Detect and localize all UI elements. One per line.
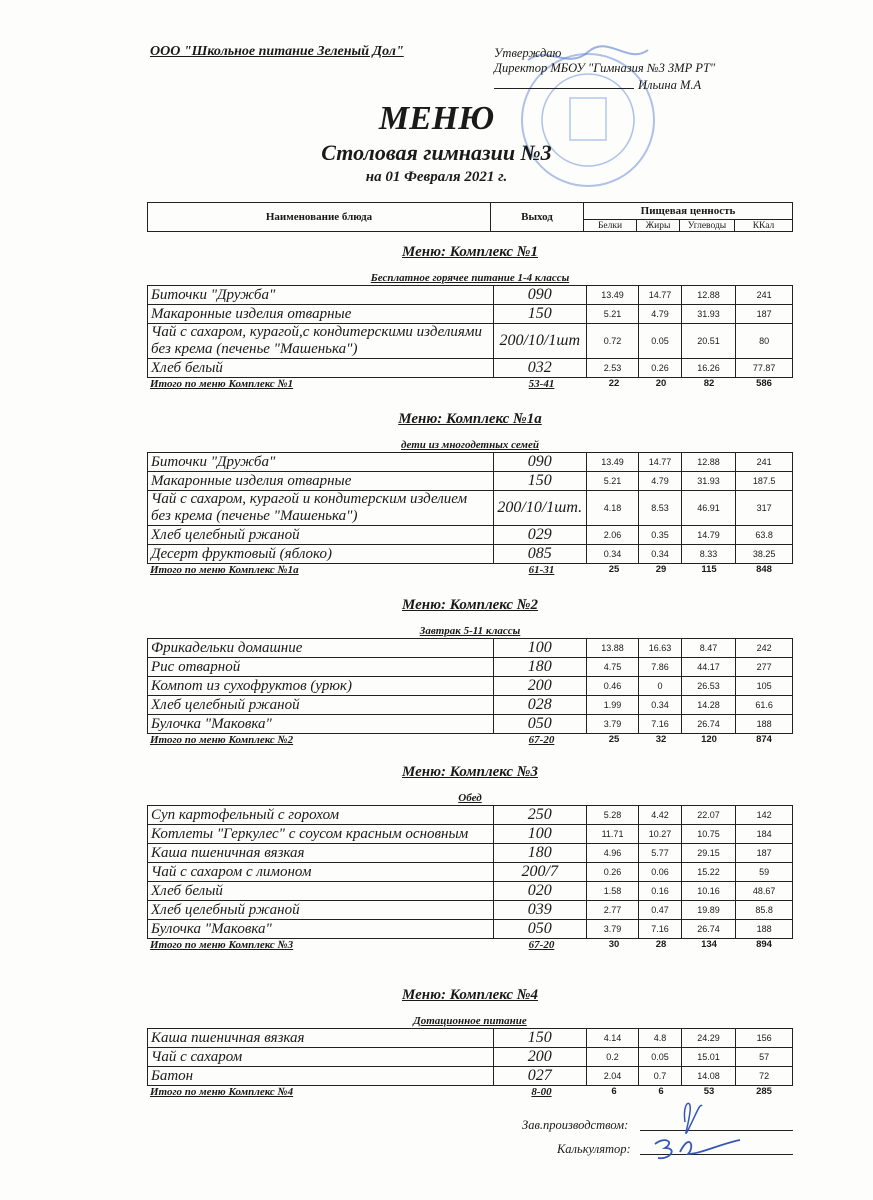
table-row [148, 526, 793, 545]
section-heading: Меню: Комплекс №3 [402, 764, 538, 780]
approval-position: Директор МБОУ "Гимназия №3 ЗМР РТ" [494, 61, 716, 75]
dish-name: Хлеб целебный ржаной [148, 901, 494, 920]
dishes-table [147, 1028, 793, 1086]
dish-name: Булочка "Маковка" [148, 715, 494, 734]
section-subtitle: Завтрак 5-11 классы [419, 625, 521, 637]
dish-output: 050 [493, 715, 586, 734]
section-total [147, 564, 793, 580]
dish-output: 085 [493, 545, 586, 564]
header-proteins: Белки [584, 220, 637, 232]
menu-section [147, 761, 793, 955]
total-proteins: 30 [608, 939, 620, 950]
dish-proteins: 13.49 [586, 286, 639, 305]
dish-fats: 7.86 [639, 658, 681, 677]
dish-name: Батон [148, 1067, 494, 1086]
section-heading: Меню: Комплекс №4 [402, 987, 538, 1003]
dish-fats: 7.16 [639, 920, 681, 939]
dish-fats: 0.34 [639, 545, 681, 564]
dish-kcal: 187.5 [736, 472, 793, 491]
dish-kcal: 187 [736, 305, 793, 324]
dish-carbs: 26.74 [681, 715, 736, 734]
dish-name: Биточки "Дружба" [148, 286, 494, 305]
dish-kcal: 187 [736, 844, 793, 863]
table-row [148, 305, 793, 324]
total-fats: 20 [655, 378, 667, 389]
dish-output: 180 [493, 658, 586, 677]
dish-kcal: 241 [736, 453, 793, 472]
dish-kcal: 72 [736, 1067, 793, 1086]
dish-name: Котлеты "Геркулес" с соусом красным основным [148, 825, 494, 844]
dish-name: Хлеб целебный ржаной [148, 696, 494, 715]
dish-kcal: 57 [736, 1048, 793, 1067]
menu-section [147, 984, 793, 1102]
page-subtitle: Столовая гимназии №3 [321, 140, 552, 165]
dish-proteins: 4.14 [586, 1029, 639, 1048]
dish-output: 250 [493, 806, 586, 825]
dish-fats: 4.79 [639, 472, 681, 491]
dish-output: 200/10/1шт. [493, 491, 586, 526]
dishes-table [147, 452, 793, 564]
dish-fats: 5.77 [639, 844, 681, 863]
table-row [148, 677, 793, 696]
dish-carbs: 16.26 [681, 359, 736, 378]
dish-output: 200 [493, 1048, 586, 1067]
total-kcal: 586 [756, 378, 772, 389]
dish-kcal: 61.6 [736, 696, 793, 715]
section-subtitle: Дотационное питание [413, 1015, 527, 1027]
dish-fats: 0 [639, 677, 681, 696]
total-label: Итого по меню Комплекс №3 [150, 939, 294, 951]
dish-proteins: 2.06 [586, 526, 639, 545]
dish-proteins: 0.26 [586, 863, 639, 882]
dish-output: 028 [493, 696, 586, 715]
table-row [148, 1048, 793, 1067]
menu-section [147, 241, 793, 394]
table-row [148, 696, 793, 715]
dish-fats: 0.05 [639, 324, 681, 359]
dish-name: Чай с сахаром, курагой и кондитерским изделием без крема (печенье "Машенька") [148, 491, 494, 526]
total-kcal: 285 [756, 1086, 772, 1097]
chief-label: Зав.производством: [522, 1118, 629, 1132]
dish-proteins: 11.71 [586, 825, 639, 844]
dish-proteins: 0.34 [586, 545, 639, 564]
dish-carbs: 26.74 [681, 920, 736, 939]
dish-proteins: 0.46 [586, 677, 639, 696]
dish-carbs: 14.08 [681, 1067, 736, 1086]
dish-carbs: 19.89 [681, 901, 736, 920]
dish-output: 090 [493, 453, 586, 472]
table-row [148, 844, 793, 863]
dish-proteins: 0.2 [586, 1048, 639, 1067]
dish-name: Булочка "Маковка" [148, 920, 494, 939]
dish-output: 039 [493, 901, 586, 920]
dish-kcal: 184 [736, 825, 793, 844]
dish-proteins: 13.49 [586, 453, 639, 472]
table-row [148, 491, 793, 526]
dish-kcal: 80 [736, 324, 793, 359]
dish-name: Каша пшеничная вязкая [148, 1029, 494, 1048]
dish-carbs: 8.33 [681, 545, 736, 564]
total-fats: 6 [658, 1086, 664, 1097]
total-carbs: 115 [701, 564, 717, 575]
section-subtitle: Бесплатное горячее питание 1-4 классы [370, 272, 570, 284]
table-row [148, 920, 793, 939]
header-nutrition: Пищевая ценность [584, 203, 793, 220]
dish-fats: 0.05 [639, 1048, 681, 1067]
table-row [148, 324, 793, 359]
dish-output: 100 [493, 639, 586, 658]
dish-kcal: 277 [736, 658, 793, 677]
dish-output: 020 [493, 882, 586, 901]
header-carbs: Углеводы [680, 220, 735, 232]
dish-carbs: 14.28 [681, 696, 736, 715]
total-proteins: 25 [608, 564, 620, 575]
dish-proteins: 2.77 [586, 901, 639, 920]
dish-name: Хлеб целебный ржаной [148, 526, 494, 545]
dish-carbs: 24.29 [681, 1029, 736, 1048]
table-row [148, 453, 793, 472]
header-output: Выход [491, 203, 584, 232]
page-title: МЕНЮ [378, 100, 495, 137]
dish-fats: 14.77 [639, 453, 681, 472]
total-price: 67-20 [528, 939, 555, 951]
total-proteins: 22 [608, 378, 620, 389]
section-heading: Меню: Комплекс №1 [402, 244, 538, 260]
total-kcal: 894 [756, 939, 772, 950]
dish-fats: 0.34 [639, 696, 681, 715]
approver-name: Ильина М.А [638, 78, 702, 92]
dish-kcal: 38.25 [736, 545, 793, 564]
table-row [148, 1029, 793, 1048]
dish-kcal: 59 [736, 863, 793, 882]
dish-proteins: 4.75 [586, 658, 639, 677]
dish-output: 027 [493, 1067, 586, 1086]
header-fats: Жиры [637, 220, 680, 232]
total-price: 53-41 [528, 378, 555, 390]
total-label: Итого по меню Комплекс №4 [150, 1086, 294, 1098]
dish-proteins: 2.04 [586, 1067, 639, 1086]
table-row [148, 658, 793, 677]
dish-proteins: 5.21 [586, 472, 639, 491]
total-carbs: 120 [701, 734, 717, 745]
dish-proteins: 5.28 [586, 806, 639, 825]
table-row [148, 882, 793, 901]
section-heading: Меню: Комплекс №1а [398, 411, 542, 427]
dish-carbs: 10.16 [681, 882, 736, 901]
total-carbs: 134 [701, 939, 717, 950]
dish-name: Рис отварной [148, 658, 494, 677]
dish-fats: 0.16 [639, 882, 681, 901]
section-total [147, 378, 793, 394]
total-kcal: 848 [756, 564, 772, 575]
dish-kcal: 188 [736, 715, 793, 734]
total-carbs: 82 [703, 378, 715, 389]
dish-kcal: 142 [736, 806, 793, 825]
dish-output: 150 [493, 1029, 586, 1048]
dish-carbs: 29.15 [681, 844, 736, 863]
dish-kcal: 48.67 [736, 882, 793, 901]
dish-carbs: 46.91 [681, 491, 736, 526]
dish-proteins: 2.53 [586, 359, 639, 378]
dishes-table [147, 638, 793, 734]
dish-output: 180 [493, 844, 586, 863]
dish-output: 090 [493, 286, 586, 305]
table-row [148, 715, 793, 734]
dish-proteins: 13.88 [586, 639, 639, 658]
dish-name: Суп картофельный с горохом [148, 806, 494, 825]
dish-proteins: 0.72 [586, 324, 639, 359]
dish-carbs: 22.07 [681, 806, 736, 825]
dish-name: Чай с сахаром с лимоном [148, 863, 494, 882]
section-subtitle: дети из многодетных семей [401, 439, 539, 451]
total-price: 67-20 [528, 734, 555, 746]
table-row [148, 639, 793, 658]
dish-proteins: 1.58 [586, 882, 639, 901]
dish-proteins: 3.79 [586, 920, 639, 939]
table-row [148, 863, 793, 882]
dish-output: 150 [493, 305, 586, 324]
dish-carbs: 26.53 [681, 677, 736, 696]
dish-output: 150 [493, 472, 586, 491]
dish-output: 200 [493, 677, 586, 696]
dish-name: Хлеб белый [148, 882, 494, 901]
dish-output: 050 [493, 920, 586, 939]
dish-name: Фрикадельки домашние [148, 639, 494, 658]
dish-kcal: 241 [736, 286, 793, 305]
total-label: Итого по меню Комплекс №1 [150, 378, 294, 390]
dish-output: 200/7 [493, 863, 586, 882]
dish-carbs: 15.22 [681, 863, 736, 882]
organization-name: ООО "Школьное питание Зеленый Дол" [150, 44, 404, 59]
dish-fats: 4.79 [639, 305, 681, 324]
dish-fats: 14.77 [639, 286, 681, 305]
dish-carbs: 44.17 [681, 658, 736, 677]
dish-name: Чай с сахаром, курагой,с кондитерскими изделиями без крема (печенье "Машенька") [148, 324, 494, 359]
total-carbs: 53 [703, 1086, 715, 1097]
table-header [147, 202, 793, 232]
total-label: Итого по меню Комплекс №1а [150, 564, 299, 576]
dish-fats: 0.47 [639, 901, 681, 920]
dish-proteins: 3.79 [586, 715, 639, 734]
signature-line [494, 74, 634, 89]
total-price: 8-00 [531, 1086, 552, 1098]
dish-proteins: 4.96 [586, 844, 639, 863]
dish-fats: 8.53 [639, 491, 681, 526]
dish-fats: 4.42 [639, 806, 681, 825]
dish-kcal: 77.87 [736, 359, 793, 378]
dish-fats: 0.06 [639, 863, 681, 882]
table-row [148, 1067, 793, 1086]
dish-carbs: 20.51 [681, 324, 736, 359]
dish-kcal: 188 [736, 920, 793, 939]
dish-fats: 10.27 [639, 825, 681, 844]
section-total [147, 939, 793, 955]
dish-name: Биточки "Дружба" [148, 453, 494, 472]
section-total [147, 734, 793, 750]
dish-fats: 0.35 [639, 526, 681, 545]
dish-name: Хлеб белый [148, 359, 494, 378]
menu-date: на 01 Февраля 2021 г. [365, 169, 508, 185]
dish-name: Компот из сухофруктов (урюк) [148, 677, 494, 696]
dish-carbs: 10.75 [681, 825, 736, 844]
dish-kcal: 156 [736, 1029, 793, 1048]
approval-label: Утверждаю [494, 46, 562, 60]
dish-name: Макаронные изделия отварные [148, 472, 494, 491]
handwritten-signatures [640, 1092, 750, 1162]
dish-carbs: 12.88 [681, 453, 736, 472]
total-proteins: 25 [608, 734, 620, 745]
table-row [148, 286, 793, 305]
total-kcal: 874 [756, 734, 772, 745]
total-fats: 32 [655, 734, 667, 745]
section-subtitle: Обед [458, 792, 482, 804]
dish-proteins: 4.18 [586, 491, 639, 526]
dish-kcal: 63.8 [736, 526, 793, 545]
dish-kcal: 242 [736, 639, 793, 658]
dish-output: 200/10/1шт [493, 324, 586, 359]
dish-name: Десерт фруктовый (яблоко) [148, 545, 494, 564]
table-row [148, 825, 793, 844]
dish-carbs: 31.93 [681, 472, 736, 491]
dish-kcal: 105 [736, 677, 793, 696]
dish-name: Макаронные изделия отварные [148, 305, 494, 324]
total-price: 61-31 [528, 564, 555, 576]
dish-carbs: 31.93 [681, 305, 736, 324]
section-heading: Меню: Комплекс №2 [402, 597, 538, 613]
dish-proteins: 1.99 [586, 696, 639, 715]
dish-carbs: 12.88 [681, 286, 736, 305]
dish-name: Чай с сахаром [148, 1048, 494, 1067]
dish-kcal: 85.8 [736, 901, 793, 920]
dish-fats: 7.16 [639, 715, 681, 734]
dishes-table [147, 285, 793, 378]
dish-fats: 4.8 [639, 1029, 681, 1048]
dishes-table [147, 805, 793, 939]
dish-output: 032 [493, 359, 586, 378]
total-proteins: 6 [611, 1086, 617, 1097]
dish-fats: 16.63 [639, 639, 681, 658]
dish-output: 100 [493, 825, 586, 844]
approval-block [494, 46, 716, 92]
table-row [148, 806, 793, 825]
calculator-label: Калькулятор: [557, 1142, 631, 1156]
header-kcal: ККал [735, 220, 793, 232]
dish-proteins: 5.21 [586, 305, 639, 324]
total-fats: 29 [655, 564, 667, 575]
header-name: Наименование блюда [148, 203, 491, 232]
dish-carbs: 15.01 [681, 1048, 736, 1067]
menu-section [147, 408, 793, 580]
table-row [148, 359, 793, 378]
dish-fats: 0.26 [639, 359, 681, 378]
dish-output: 029 [493, 526, 586, 545]
total-label: Итого по меню Комплекс №2 [150, 734, 294, 746]
dish-carbs: 8.47 [681, 639, 736, 658]
dish-fats: 0.7 [639, 1067, 681, 1086]
dish-carbs: 14.79 [681, 526, 736, 545]
total-fats: 28 [655, 939, 667, 950]
dish-kcal: 317 [736, 491, 793, 526]
table-row [148, 901, 793, 920]
table-row [148, 472, 793, 491]
dish-name: Каша пшеничная вязкая [148, 844, 494, 863]
menu-section [147, 594, 793, 750]
table-row [148, 545, 793, 564]
